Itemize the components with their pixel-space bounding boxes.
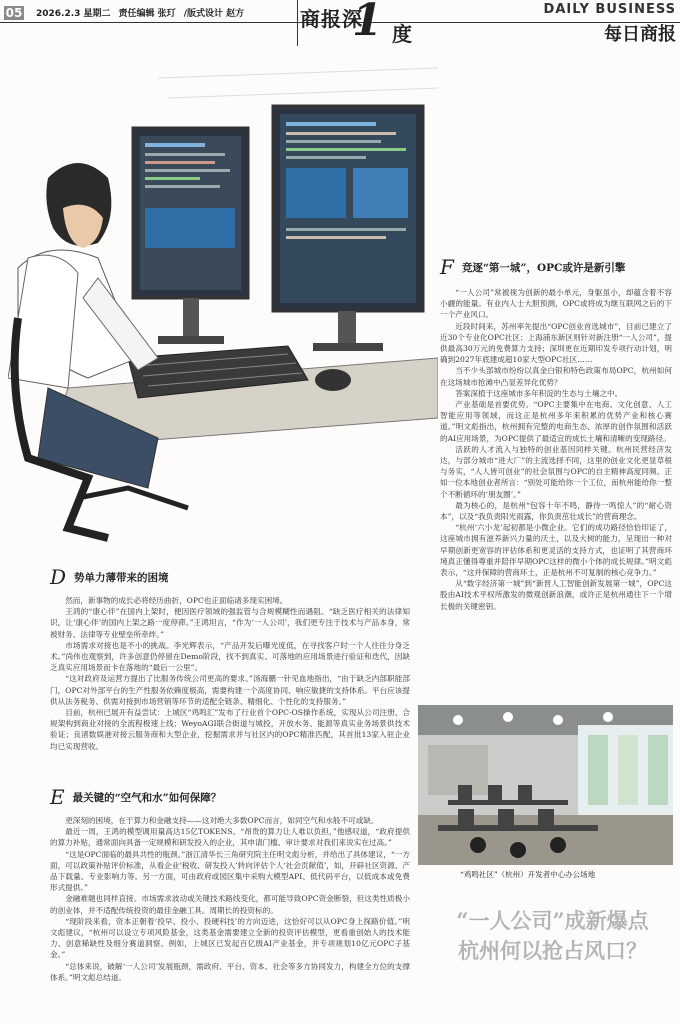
paragraph: 近段时间来，苏州率先提出“OPC创业首选城市”，目前已建立了近30个专业化OPC社区；上海浦东新区则针对新注册“一人公司”，提供最高30万元的免费算力支持；深圳更在近期印发专项行动计划，明确到2027年底建成超10家大型OPC社区……: [440, 321, 673, 365]
paragraph: 王鸿的“康心伴”在国内上架时，便因医疗领域的强监管与合规模糊性而遇阻。“缺乏医疗相关的法律知识，让‘康心伴’的国内上架之路一度停滞。”王鸿坦言，“作为‘一人公司’，我们更专注于技术与产品本身，常被财务、法律等专业壁垒所牵绊。”: [50, 607, 410, 639]
issue-date: 2026.2.3 星期二: [36, 9, 111, 19]
paragraph: 金融难题也同样直接。市场需求波动或关键技术路线变化，都可能导致OPC资金断裂，但这类性质极小的创业体，并不适配传统投资的最佳金融工具。周期长的投资标的。: [50, 894, 410, 915]
section-d-body: [50, 595, 410, 752]
paragraph: 答案深植于这座城市多年积淀的生态与土壤之中。: [455, 388, 623, 398]
paragraph: “这是OPC面临的最具共性的瓶颈。”浙江清华长三角研究院主任明文彪分析，并给出了具体建议，“一方面，可以政策补贴评价标准，从看企业‘税收、研发投入’转向评估个人‘社会贡献值’，如，开辟社区资源、产品下载量、专业影响力等。另一方面，可由政府或园区集中采购大模型API、低代码平台，以低成本或免费形式提供。”: [50, 849, 410, 893]
column-divider: [297, 0, 298, 46]
section-d: [50, 565, 410, 752]
paragraph: 从“数字经济第一城”到“新晋人工智能创新发展第一城”，OPC这股由AI技术平权所激发的微观创新浪潮，或许正是杭州通往下一个增长极的关键密钥。: [440, 579, 672, 611]
section-e-letter: E: [50, 785, 65, 809]
paragraph: 活跃的人才流入与独特的创业基因同样关键。杭州民营经济发达，与部分城市“进大厂”的主流选择不同，这里的创业文化更显草根与务实，“人人皆可创业”的社会氛围与OPC的自主精神高度同频。正如一位本地创业者所言：“别处可能给你一个工位，而杭州能给你一整个不断循环的‘朋友圈’。”: [440, 444, 672, 499]
headline-line-1: “一人公司”成新爆点: [456, 908, 649, 933]
column-tail: 度: [392, 22, 412, 46]
paragraph: “总体来说，破解‘一人公司’发展瓶颈，需政府、平台、资本、社会等多方协同发力，构建全方位的支撑体系。”明文彪总结道。: [50, 961, 410, 982]
brand-english: DAILY BUSINESS: [543, 2, 676, 17]
paragraph: 当不少头部城市纷纷以真金白银和特色政策布局OPC，杭州如何在这场城市抢滩中凸显差异化优势？: [440, 366, 672, 387]
paragraph: “杭州‘六小龙’起初都是小微企业。它们的成功路径恰恰印证了，这座城市拥有滋养新兴力量的沃土，以及大树的能力，呈现出一种对早期创新更宽容的评估体系和更灵活的支持方式，也证明了其营商环境真正懂得尊重并陪伴早期OPC这样的微小个体的成长规律。”明文彪表示，“这并保障的营商环土，正是杭州不可复制的核心竞争力。”: [440, 523, 672, 578]
section-f-body: [440, 287, 672, 612]
editor-credit: 责任编辑 张玎: [118, 9, 176, 19]
photo-caption: “鸡鸣社区”（杭州）开发者中心办公场地: [460, 870, 596, 879]
section-e-title: 最关键的“空气和水”如何保障？: [72, 791, 222, 804]
designer-credit: /版式设计 赵方: [183, 9, 245, 19]
header-meta: [36, 6, 252, 19]
column-number: 1: [352, 0, 383, 46]
section-f-heading: [440, 255, 672, 279]
mouse-icon: [315, 369, 351, 391]
section-d-heading: [50, 565, 410, 589]
column-name: 商报深: [300, 7, 363, 31]
paragraph: “一人公司”常被视为创新的最小单元，身躯虽小，却蕴含着不容小觑的能量。有业内人士大胆预测，OPC或将成为继互联网之后的下一个产业风口。: [440, 288, 672, 320]
paragraph: “这对政府及运营方提出了比服务传统公司更高的要求。”汤海鹏一针见血地指出，“由于缺乏内部职能部门，OPC对外部平台的生产性服务依赖度极高，需要构建一个高度协同、响应敏捷的支持体系。平台应该提供从法务税务、供需对接到市场营销等环节的适配全链条、精细化、个性化的支持服务。”: [50, 674, 410, 706]
paragraph: 最为核心的，是杭州“包容十年不鸣，静待一鸣惊人”的“耐心资本”，以及“我负责阳光雨露，你负责茁壮成长”的营商理念。: [440, 500, 672, 522]
paragraph: 目前，杭州已展开有益尝试：上城区“鸡鸣汇”发布了行业首个OPC-OS操作系统，实现从公司注册、合规架构到商业对接的全流程极速上线；WeyoAGI联合街道与城投，开放水务、能源等真实业务场景供技术验证；良渚数娱港对接云服务商和大型企业，挖掘需求并与社区内的OPC精准匹配，其首批13家入驻企业均已实现营收。: [50, 708, 410, 751]
paragraph: 然而，新事物的成长必将经历曲折，OPC也正面临诸多现实困境。: [65, 596, 288, 605]
paragraph: 市场需求对接也是不小的挑战。李光辉表示，“产品开发后曝光度低，在寻找客户时一个人往往分身乏术。”尚伟也观察到，许多创意仍停留在Demo阶段，找不到真实、可落地的应用场景进行验证和迭代，因缺乏真实应用场景而卡在落地的“最后一公里”。: [50, 640, 410, 673]
section-d-title: 势单力薄带来的困境: [74, 571, 169, 584]
headline-line-2: 杭州何以抢占风口？: [458, 938, 647, 963]
section-d-letter: D: [50, 565, 67, 589]
section-e-heading: [50, 785, 410, 809]
section-f-letter: F: [440, 255, 454, 279]
office-photo: [418, 705, 673, 865]
page-number: 05: [5, 6, 23, 20]
brand-chinese: 每日商报: [604, 24, 676, 45]
illustration-developer-at-monitors: [8, 58, 438, 563]
paragraph: 产业基础是首要优势。“OPC主要集中在电商、文化创意、人工智能应用等领域，而这正是杭州多年来积累的优势产业和核心赛道。”明文彪指出，杭州拥有完整的电商生态、浓厚的创作氛围和活跃的AI应用场景，为OPC提供了最适宜的成长土壤和清晰的变现路径。: [440, 400, 672, 443]
paragraph: 最近一周，王鸿的模型调用量高达15亿TOKENS。“昂贵的算力让人难以负担，”他感叹道，“政府提供的算力补贴，通常面向具备一定规模和研发投入的企业，其申请门槛、审计要求对我们来说实在过高。”: [50, 827, 410, 848]
section-f: [440, 255, 672, 612]
paragraph: 更深刻的困境，在于算力和金融支持——这对绝大多数OPC而言，如同空气和水般不可或缺。: [65, 816, 379, 825]
paragraph: “现阶段来看，资本正朝着‘投早、投小、投硬科技’的方向迈进，这恰好可以从OPC身上探路价值。”明文彪建议，“杭州可以设立专项风险基金，这类基金需要建立全新的投资评估模型，更看重创始人的技术能力、创意稀缺性及细分赛道洞察。例如，上城区已发起百亿级AI产业基金，并专项规划10亿元OPC子基金。”: [50, 916, 410, 960]
section-f-title: 竞逐“第一城”，OPC或许是新引擎: [461, 261, 626, 274]
section-e: [50, 785, 410, 983]
section-e-body: [50, 815, 410, 983]
